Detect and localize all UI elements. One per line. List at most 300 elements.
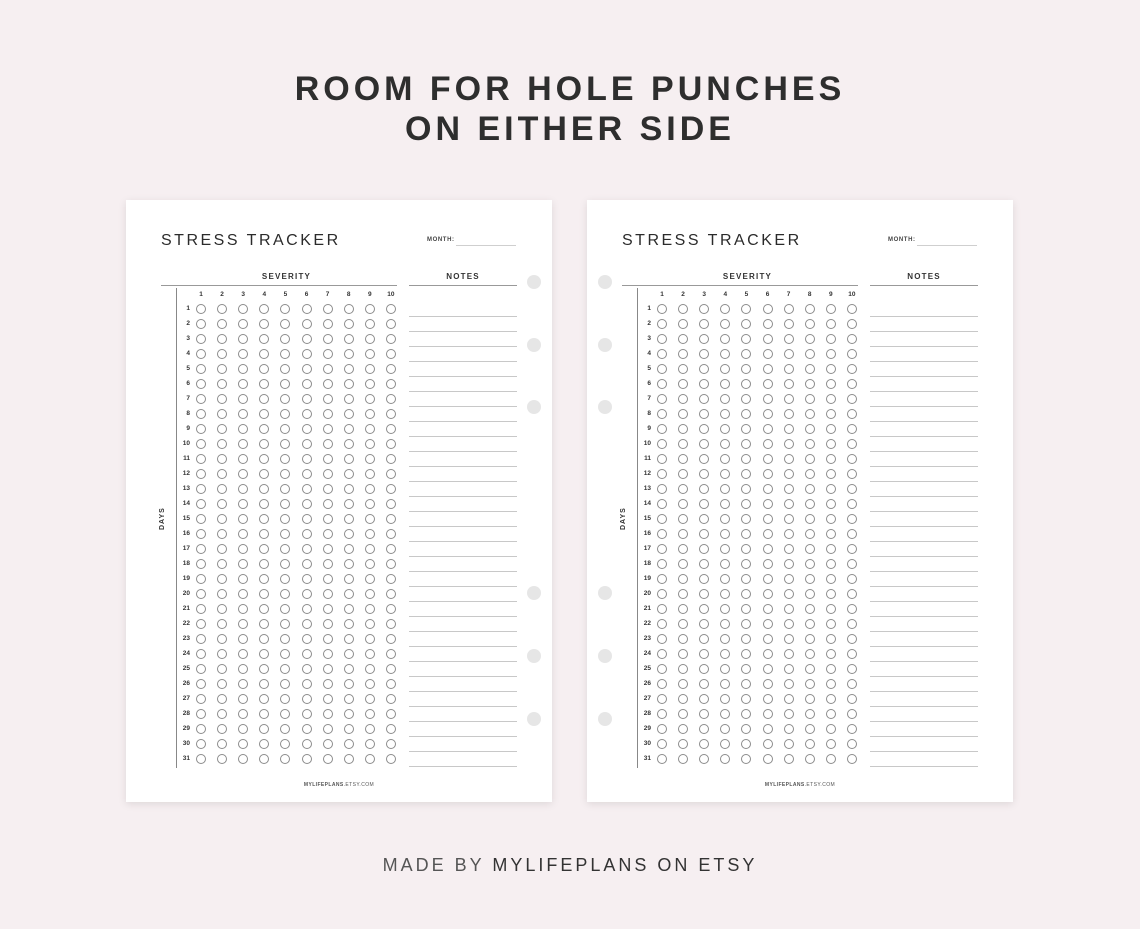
severity-bubble[interactable] — [196, 394, 206, 404]
severity-bubble[interactable] — [826, 604, 836, 614]
severity-bubble[interactable] — [386, 484, 396, 494]
severity-bubble[interactable] — [238, 469, 248, 479]
severity-bubble[interactable] — [826, 649, 836, 659]
severity-bubble[interactable] — [196, 559, 206, 569]
severity-bubble[interactable] — [720, 709, 730, 719]
severity-bubble[interactable] — [678, 379, 688, 389]
severity-bubble[interactable] — [238, 394, 248, 404]
severity-bubble[interactable] — [280, 439, 290, 449]
severity-bubble[interactable] — [699, 484, 709, 494]
severity-bubble[interactable] — [657, 379, 667, 389]
severity-bubble[interactable] — [784, 484, 794, 494]
severity-bubble[interactable] — [386, 694, 396, 704]
severity-bubble[interactable] — [259, 619, 269, 629]
severity-bubble[interactable] — [805, 454, 815, 464]
severity-bubble[interactable] — [259, 664, 269, 674]
severity-bubble[interactable] — [386, 619, 396, 629]
severity-bubble[interactable] — [259, 739, 269, 749]
severity-bubble[interactable] — [763, 529, 773, 539]
severity-bubble[interactable] — [657, 439, 667, 449]
severity-bubble[interactable] — [259, 304, 269, 314]
severity-bubble[interactable] — [196, 349, 206, 359]
severity-bubble[interactable] — [386, 604, 396, 614]
severity-bubble[interactable] — [302, 529, 312, 539]
severity-bubble[interactable] — [847, 604, 857, 614]
severity-bubble[interactable] — [196, 319, 206, 329]
severity-bubble[interactable] — [699, 514, 709, 524]
severity-bubble[interactable] — [302, 484, 312, 494]
severity-bubble[interactable] — [720, 349, 730, 359]
severity-bubble[interactable] — [741, 319, 751, 329]
severity-bubble[interactable] — [323, 634, 333, 644]
severity-bubble[interactable] — [657, 619, 667, 629]
severity-bubble[interactable] — [365, 319, 375, 329]
severity-bubble[interactable] — [678, 544, 688, 554]
severity-bubble[interactable] — [805, 529, 815, 539]
severity-bubble[interactable] — [302, 469, 312, 479]
severity-bubble[interactable] — [344, 529, 354, 539]
severity-bubble[interactable] — [344, 604, 354, 614]
severity-bubble[interactable] — [699, 619, 709, 629]
severity-bubble[interactable] — [259, 319, 269, 329]
severity-bubble[interactable] — [847, 724, 857, 734]
severity-bubble[interactable] — [259, 394, 269, 404]
severity-bubble[interactable] — [344, 379, 354, 389]
severity-bubble[interactable] — [302, 694, 312, 704]
severity-bubble[interactable] — [196, 439, 206, 449]
severity-bubble[interactable] — [678, 649, 688, 659]
severity-bubble[interactable] — [365, 379, 375, 389]
severity-bubble[interactable] — [847, 409, 857, 419]
severity-bubble[interactable] — [217, 424, 227, 434]
severity-bubble[interactable] — [365, 619, 375, 629]
severity-bubble[interactable] — [280, 649, 290, 659]
severity-bubble[interactable] — [344, 349, 354, 359]
severity-bubble[interactable] — [657, 709, 667, 719]
severity-bubble[interactable] — [784, 544, 794, 554]
severity-bubble[interactable] — [678, 619, 688, 629]
severity-bubble[interactable] — [657, 604, 667, 614]
severity-bubble[interactable] — [741, 364, 751, 374]
severity-bubble[interactable] — [699, 634, 709, 644]
severity-bubble[interactable] — [699, 559, 709, 569]
severity-bubble[interactable] — [196, 514, 206, 524]
severity-bubble[interactable] — [302, 649, 312, 659]
severity-bubble[interactable] — [259, 694, 269, 704]
severity-bubble[interactable] — [302, 454, 312, 464]
severity-bubble[interactable] — [805, 469, 815, 479]
severity-bubble[interactable] — [805, 379, 815, 389]
severity-bubble[interactable] — [344, 694, 354, 704]
severity-bubble[interactable] — [217, 349, 227, 359]
severity-bubble[interactable] — [196, 709, 206, 719]
severity-bubble[interactable] — [280, 394, 290, 404]
severity-bubble[interactable] — [217, 559, 227, 569]
severity-bubble[interactable] — [763, 709, 773, 719]
severity-bubble[interactable] — [280, 484, 290, 494]
severity-bubble[interactable] — [323, 514, 333, 524]
severity-bubble[interactable] — [259, 349, 269, 359]
severity-bubble[interactable] — [196, 529, 206, 539]
severity-bubble[interactable] — [323, 754, 333, 764]
severity-bubble[interactable] — [259, 379, 269, 389]
severity-bubble[interactable] — [323, 709, 333, 719]
severity-bubble[interactable] — [784, 529, 794, 539]
severity-bubble[interactable] — [323, 349, 333, 359]
severity-bubble[interactable] — [323, 739, 333, 749]
severity-bubble[interactable] — [826, 619, 836, 629]
severity-bubble[interactable] — [344, 739, 354, 749]
severity-bubble[interactable] — [720, 409, 730, 419]
severity-bubble[interactable] — [678, 469, 688, 479]
severity-bubble[interactable] — [763, 559, 773, 569]
severity-bubble[interactable] — [826, 709, 836, 719]
severity-bubble[interactable] — [280, 679, 290, 689]
severity-bubble[interactable] — [784, 604, 794, 614]
severity-bubble[interactable] — [699, 379, 709, 389]
severity-bubble[interactable] — [217, 694, 227, 704]
severity-bubble[interactable] — [784, 724, 794, 734]
severity-bubble[interactable] — [344, 589, 354, 599]
severity-bubble[interactable] — [365, 454, 375, 464]
severity-bubble[interactable] — [238, 619, 248, 629]
severity-bubble[interactable] — [699, 679, 709, 689]
severity-bubble[interactable] — [678, 394, 688, 404]
severity-bubble[interactable] — [826, 364, 836, 374]
severity-bubble[interactable] — [678, 349, 688, 359]
severity-bubble[interactable] — [365, 649, 375, 659]
severity-bubble[interactable] — [657, 754, 667, 764]
severity-bubble[interactable] — [847, 739, 857, 749]
severity-bubble[interactable] — [826, 544, 836, 554]
severity-bubble[interactable] — [365, 544, 375, 554]
severity-bubble[interactable] — [217, 409, 227, 419]
severity-bubble[interactable] — [763, 379, 773, 389]
severity-bubble[interactable] — [657, 529, 667, 539]
severity-bubble[interactable] — [280, 604, 290, 614]
severity-bubble[interactable] — [386, 409, 396, 419]
severity-bubble[interactable] — [302, 424, 312, 434]
severity-bubble[interactable] — [678, 679, 688, 689]
severity-bubble[interactable] — [741, 739, 751, 749]
severity-bubble[interactable] — [678, 319, 688, 329]
severity-bubble[interactable] — [699, 499, 709, 509]
severity-bubble[interactable] — [238, 604, 248, 614]
severity-bubble[interactable] — [741, 604, 751, 614]
severity-bubble[interactable] — [365, 529, 375, 539]
severity-bubble[interactable] — [196, 634, 206, 644]
severity-bubble[interactable] — [344, 454, 354, 464]
severity-bubble[interactable] — [847, 634, 857, 644]
severity-bubble[interactable] — [678, 739, 688, 749]
severity-bubble[interactable] — [386, 634, 396, 644]
severity-bubble[interactable] — [386, 304, 396, 314]
severity-bubble[interactable] — [386, 529, 396, 539]
severity-bubble[interactable] — [657, 649, 667, 659]
severity-bubble[interactable] — [217, 304, 227, 314]
severity-bubble[interactable] — [238, 694, 248, 704]
severity-bubble[interactable] — [365, 634, 375, 644]
severity-bubble[interactable] — [741, 634, 751, 644]
severity-bubble[interactable] — [741, 394, 751, 404]
severity-bubble[interactable] — [763, 424, 773, 434]
severity-bubble[interactable] — [344, 559, 354, 569]
severity-bubble[interactable] — [259, 514, 269, 524]
severity-bubble[interactable] — [763, 334, 773, 344]
severity-bubble[interactable] — [784, 694, 794, 704]
severity-bubble[interactable] — [784, 409, 794, 419]
severity-bubble[interactable] — [196, 469, 206, 479]
severity-bubble[interactable] — [259, 484, 269, 494]
severity-bubble[interactable] — [784, 499, 794, 509]
severity-bubble[interactable] — [657, 589, 667, 599]
severity-bubble[interactable] — [699, 529, 709, 539]
severity-bubble[interactable] — [763, 754, 773, 764]
severity-bubble[interactable] — [805, 544, 815, 554]
severity-bubble[interactable] — [784, 424, 794, 434]
severity-bubble[interactable] — [805, 664, 815, 674]
severity-bubble[interactable] — [678, 439, 688, 449]
severity-bubble[interactable] — [196, 724, 206, 734]
severity-bubble[interactable] — [238, 664, 248, 674]
severity-bubble[interactable] — [386, 559, 396, 569]
severity-bubble[interactable] — [217, 484, 227, 494]
severity-bubble[interactable] — [365, 349, 375, 359]
severity-bubble[interactable] — [386, 499, 396, 509]
severity-bubble[interactable] — [196, 409, 206, 419]
severity-bubble[interactable] — [365, 304, 375, 314]
severity-bubble[interactable] — [720, 334, 730, 344]
severity-bubble[interactable] — [365, 334, 375, 344]
severity-bubble[interactable] — [196, 649, 206, 659]
severity-bubble[interactable] — [847, 679, 857, 689]
severity-bubble[interactable] — [720, 754, 730, 764]
severity-bubble[interactable] — [344, 319, 354, 329]
severity-bubble[interactable] — [259, 499, 269, 509]
severity-bubble[interactable] — [847, 589, 857, 599]
severity-bubble[interactable] — [259, 454, 269, 464]
severity-bubble[interactable] — [280, 634, 290, 644]
severity-bubble[interactable] — [784, 709, 794, 719]
severity-bubble[interactable] — [720, 454, 730, 464]
severity-bubble[interactable] — [741, 664, 751, 674]
severity-bubble[interactable] — [741, 409, 751, 419]
severity-bubble[interactable] — [699, 364, 709, 374]
severity-bubble[interactable] — [302, 604, 312, 614]
severity-bubble[interactable] — [741, 544, 751, 554]
severity-bubble[interactable] — [741, 484, 751, 494]
severity-bubble[interactable] — [805, 484, 815, 494]
severity-bubble[interactable] — [259, 634, 269, 644]
severity-bubble[interactable] — [763, 349, 773, 359]
severity-bubble[interactable] — [344, 574, 354, 584]
severity-bubble[interactable] — [678, 409, 688, 419]
severity-bubble[interactable] — [238, 574, 248, 584]
severity-bubble[interactable] — [763, 319, 773, 329]
severity-bubble[interactable] — [720, 574, 730, 584]
severity-bubble[interactable] — [323, 334, 333, 344]
severity-bubble[interactable] — [196, 379, 206, 389]
severity-bubble[interactable] — [847, 439, 857, 449]
severity-bubble[interactable] — [280, 664, 290, 674]
severity-bubble[interactable] — [280, 529, 290, 539]
severity-bubble[interactable] — [741, 499, 751, 509]
severity-bubble[interactable] — [826, 349, 836, 359]
severity-bubble[interactable] — [386, 454, 396, 464]
severity-bubble[interactable] — [344, 514, 354, 524]
severity-bubble[interactable] — [365, 499, 375, 509]
severity-bubble[interactable] — [826, 454, 836, 464]
severity-bubble[interactable] — [847, 469, 857, 479]
severity-bubble[interactable] — [365, 709, 375, 719]
severity-bubble[interactable] — [323, 529, 333, 539]
severity-bubble[interactable] — [657, 559, 667, 569]
severity-bubble[interactable] — [365, 604, 375, 614]
severity-bubble[interactable] — [323, 724, 333, 734]
severity-bubble[interactable] — [805, 559, 815, 569]
severity-bubble[interactable] — [657, 574, 667, 584]
severity-bubble[interactable] — [217, 469, 227, 479]
severity-bubble[interactable] — [763, 514, 773, 524]
severity-bubble[interactable] — [280, 319, 290, 329]
severity-bubble[interactable] — [657, 724, 667, 734]
severity-bubble[interactable] — [763, 574, 773, 584]
severity-bubble[interactable] — [805, 499, 815, 509]
severity-bubble[interactable] — [217, 574, 227, 584]
severity-bubble[interactable] — [238, 424, 248, 434]
severity-bubble[interactable] — [238, 439, 248, 449]
severity-bubble[interactable] — [741, 514, 751, 524]
severity-bubble[interactable] — [678, 499, 688, 509]
severity-bubble[interactable] — [847, 709, 857, 719]
severity-bubble[interactable] — [826, 319, 836, 329]
severity-bubble[interactable] — [847, 649, 857, 659]
severity-bubble[interactable] — [259, 604, 269, 614]
severity-bubble[interactable] — [280, 514, 290, 524]
severity-bubble[interactable] — [699, 349, 709, 359]
severity-bubble[interactable] — [826, 514, 836, 524]
severity-bubble[interactable] — [805, 709, 815, 719]
severity-bubble[interactable] — [238, 544, 248, 554]
severity-bubble[interactable] — [720, 619, 730, 629]
severity-bubble[interactable] — [699, 424, 709, 434]
severity-bubble[interactable] — [344, 634, 354, 644]
severity-bubble[interactable] — [259, 334, 269, 344]
severity-bubble[interactable] — [784, 364, 794, 374]
severity-bubble[interactable] — [217, 589, 227, 599]
severity-bubble[interactable] — [386, 379, 396, 389]
severity-bubble[interactable] — [763, 469, 773, 479]
severity-bubble[interactable] — [784, 454, 794, 464]
severity-bubble[interactable] — [847, 334, 857, 344]
severity-bubble[interactable] — [784, 649, 794, 659]
severity-bubble[interactable] — [323, 439, 333, 449]
severity-bubble[interactable] — [196, 484, 206, 494]
severity-bubble[interactable] — [217, 679, 227, 689]
severity-bubble[interactable] — [805, 724, 815, 734]
severity-bubble[interactable] — [302, 304, 312, 314]
severity-bubble[interactable] — [344, 364, 354, 374]
severity-bubble[interactable] — [280, 724, 290, 734]
severity-bubble[interactable] — [826, 499, 836, 509]
severity-bubble[interactable] — [386, 514, 396, 524]
severity-bubble[interactable] — [386, 724, 396, 734]
severity-bubble[interactable] — [805, 604, 815, 614]
severity-bubble[interactable] — [741, 679, 751, 689]
severity-bubble[interactable] — [217, 319, 227, 329]
severity-bubble[interactable] — [847, 664, 857, 674]
severity-bubble[interactable] — [699, 694, 709, 704]
severity-bubble[interactable] — [344, 469, 354, 479]
severity-bubble[interactable] — [657, 304, 667, 314]
severity-bubble[interactable] — [196, 619, 206, 629]
severity-bubble[interactable] — [699, 754, 709, 764]
severity-bubble[interactable] — [302, 574, 312, 584]
severity-bubble[interactable] — [678, 559, 688, 569]
severity-bubble[interactable] — [196, 604, 206, 614]
severity-bubble[interactable] — [657, 319, 667, 329]
severity-bubble[interactable] — [365, 364, 375, 374]
severity-bubble[interactable] — [763, 439, 773, 449]
severity-bubble[interactable] — [238, 364, 248, 374]
severity-bubble[interactable] — [805, 334, 815, 344]
severity-bubble[interactable] — [386, 364, 396, 374]
severity-bubble[interactable] — [657, 424, 667, 434]
severity-bubble[interactable] — [217, 454, 227, 464]
severity-bubble[interactable] — [741, 574, 751, 584]
severity-bubble[interactable] — [847, 424, 857, 434]
severity-bubble[interactable] — [323, 604, 333, 614]
severity-bubble[interactable] — [847, 454, 857, 464]
severity-bubble[interactable] — [302, 724, 312, 734]
severity-bubble[interactable] — [217, 604, 227, 614]
severity-bubble[interactable] — [741, 379, 751, 389]
severity-bubble[interactable] — [217, 364, 227, 374]
severity-bubble[interactable] — [302, 334, 312, 344]
severity-bubble[interactable] — [699, 604, 709, 614]
severity-bubble[interactable] — [238, 709, 248, 719]
severity-bubble[interactable] — [259, 589, 269, 599]
severity-bubble[interactable] — [344, 709, 354, 719]
severity-bubble[interactable] — [323, 364, 333, 374]
severity-bubble[interactable] — [386, 424, 396, 434]
severity-bubble[interactable] — [217, 754, 227, 764]
severity-bubble[interactable] — [302, 559, 312, 569]
severity-bubble[interactable] — [259, 529, 269, 539]
severity-bubble[interactable] — [217, 439, 227, 449]
severity-bubble[interactable] — [217, 379, 227, 389]
severity-bubble[interactable] — [386, 589, 396, 599]
severity-bubble[interactable] — [323, 589, 333, 599]
severity-bubble[interactable] — [323, 694, 333, 704]
severity-bubble[interactable] — [741, 334, 751, 344]
severity-bubble[interactable] — [259, 574, 269, 584]
severity-bubble[interactable] — [720, 739, 730, 749]
severity-bubble[interactable] — [302, 409, 312, 419]
severity-bubble[interactable] — [657, 739, 667, 749]
severity-bubble[interactable] — [657, 634, 667, 644]
severity-bubble[interactable] — [323, 469, 333, 479]
severity-bubble[interactable] — [323, 484, 333, 494]
severity-bubble[interactable] — [280, 334, 290, 344]
severity-bubble[interactable] — [784, 559, 794, 569]
severity-bubble[interactable] — [847, 559, 857, 569]
severity-bubble[interactable] — [741, 529, 751, 539]
severity-bubble[interactable] — [302, 544, 312, 554]
severity-bubble[interactable] — [365, 664, 375, 674]
severity-bubble[interactable] — [302, 379, 312, 389]
severity-bubble[interactable] — [741, 694, 751, 704]
